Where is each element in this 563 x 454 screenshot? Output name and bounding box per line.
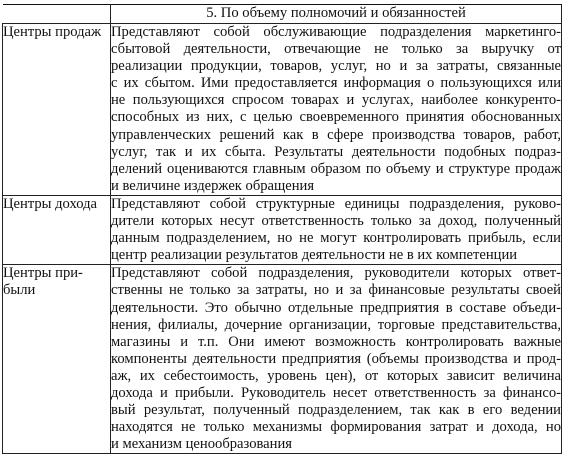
row-term-income-centers [3, 195, 111, 264]
text-line: центр реализации результатов деятельности не в их компетенции [111, 247, 518, 264]
table-row [3, 265, 562, 454]
text-line: данным подразделением, но не могут контролировать прибыль, если [111, 230, 561, 247]
row-term-profit-centers [3, 265, 111, 454]
text-line: способных из них, с целью своевременного принятия обоснованных [111, 109, 561, 126]
text-line: нения, филиалы, дочерние организации, торговые представительства, [111, 316, 561, 333]
text-line: и механизм ценообразования [111, 436, 292, 453]
section-header: 5. По объему полномочий и обязанностей [111, 5, 562, 24]
term-line: были [3, 282, 36, 299]
text-line: дители которых несут ответственность только за доход, полученный [111, 213, 561, 230]
text-line: сбытовой деятельности, отвечающие не только за выручку от [111, 41, 561, 58]
row-term-sales-centers [3, 24, 111, 196]
table-header-row [3, 5, 562, 24]
row-description-profit-centers [111, 265, 562, 454]
text-line: ственны не только за затраты, но и за финансовые результаты своей [111, 282, 561, 299]
text-line: с их сбытом. Ими предоставляется информация о пользующихся или [111, 75, 561, 92]
text-line: аж, их себестоимость, уровень цен), от которых зависит величина [111, 367, 561, 384]
text-line: Представляют собой структурные единицы подразделения, руково- [111, 195, 561, 212]
table-row [3, 24, 562, 196]
term-line: Центры при- [3, 265, 83, 282]
table-row [3, 195, 562, 264]
responsibility-centers-table [2, 4, 562, 454]
text-line: реализации продукции, товаров, услуг, но и за затраты, связанные [111, 58, 561, 75]
term-line: Центры продаж [3, 24, 102, 40]
text-line: и величине издержек обращения [111, 177, 315, 194]
row-description-sales-centers [111, 24, 562, 196]
text-line: дохода и прибыли. Руководитель несет ответственность за финансо- [111, 384, 561, 401]
text-line: Представляют собой обслуживающие подразделения маркетинго- [111, 24, 561, 40]
text-line: не пользующихся спросом товарах и услугах, наиболее конкуренто- [111, 92, 561, 109]
text-line: находятся не только механизмы формирования затрат и дохода, но [111, 419, 561, 436]
text-line: Представляют собой подразделения, руководители которых ответ- [111, 265, 561, 282]
text-line: деятельности. Это обычно отдельные предприятия в составе объеди- [111, 299, 561, 316]
row-description-income-centers [111, 195, 562, 264]
text-line: управленческих решений как в сфере производства товаров, работ, [111, 126, 561, 143]
text-line: делений оцениваются главным образом по объему и структуре продаж [111, 160, 561, 177]
text-line: услуг, так и их сбыта. Результаты деятельности подобных подраз- [111, 143, 561, 160]
header-empty-cell [3, 5, 111, 24]
text-line: вый результат, полученный подразделением, так как в его ведении [111, 402, 561, 419]
text-line: магазины и т.п. Они имеют возможность контролировать важные [111, 333, 561, 350]
term-line: Центры дохода [3, 195, 98, 212]
text-line: компоненты деятельности предприятия (объемы производства и прод- [111, 350, 561, 367]
